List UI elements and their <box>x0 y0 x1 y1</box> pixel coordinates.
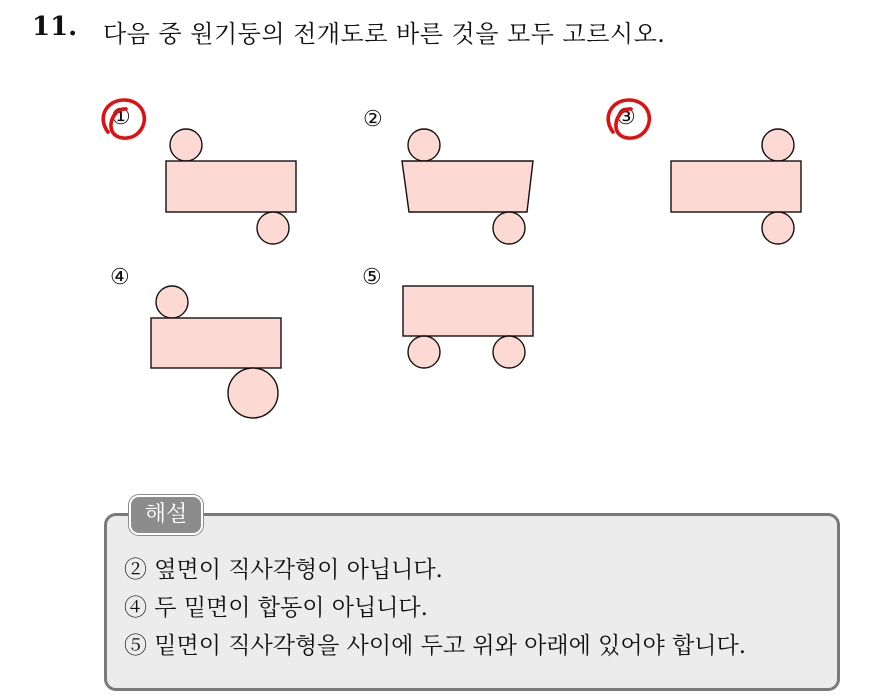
explanation-line-2: ④ 두 밑면이 합동이 아닙니다. <box>124 595 428 621</box>
net-option-3 <box>671 129 801 244</box>
net-4-side-rect <box>151 318 281 368</box>
net-3-side-rect <box>671 161 801 212</box>
net-5-right-circle <box>493 336 525 368</box>
net-option-5 <box>403 286 533 368</box>
answer-mark-option-1 <box>103 100 144 138</box>
net-option-4 <box>151 286 281 418</box>
question-text: 다음 중 원기둥의 전개도로 바른 것을 모두 고르시오. <box>103 20 666 48</box>
option-label-4: ④ <box>110 265 130 290</box>
net-3-top-circle <box>762 129 794 161</box>
net-1-bottom-circle <box>257 212 289 244</box>
net-2-bottom-circle <box>493 212 525 244</box>
explanation-line-1: ② 옆면이 직사각형이 아닙니다. <box>124 557 443 583</box>
option-label-3: ③ <box>616 105 636 130</box>
net-1-top-circle <box>170 129 202 161</box>
answer-mark-option-3 <box>608 100 649 138</box>
net-option-2 <box>402 129 533 244</box>
net-3-bottom-circle <box>762 212 794 244</box>
option-label-5: ⑤ <box>362 265 382 290</box>
explanation-tag: 해설 <box>129 495 203 535</box>
net-4-bottom-circle <box>228 368 278 418</box>
net-1-side-rect <box>166 161 296 212</box>
net-5-side-rect <box>403 286 533 336</box>
net-5-left-circle <box>408 336 440 368</box>
net-4-top-circle <box>156 286 188 318</box>
option-label-2: ② <box>363 107 383 132</box>
net-2-top-circle <box>408 129 440 161</box>
option-label-1: ① <box>111 105 131 130</box>
explanation-line-3: ⑤ 밑면이 직사각형을 사이에 두고 위와 아래에 있어야 합니다. <box>124 633 747 659</box>
question-number: 11. <box>32 12 78 42</box>
net-2-side-trapezoid <box>402 161 533 212</box>
net-option-1 <box>166 129 296 244</box>
